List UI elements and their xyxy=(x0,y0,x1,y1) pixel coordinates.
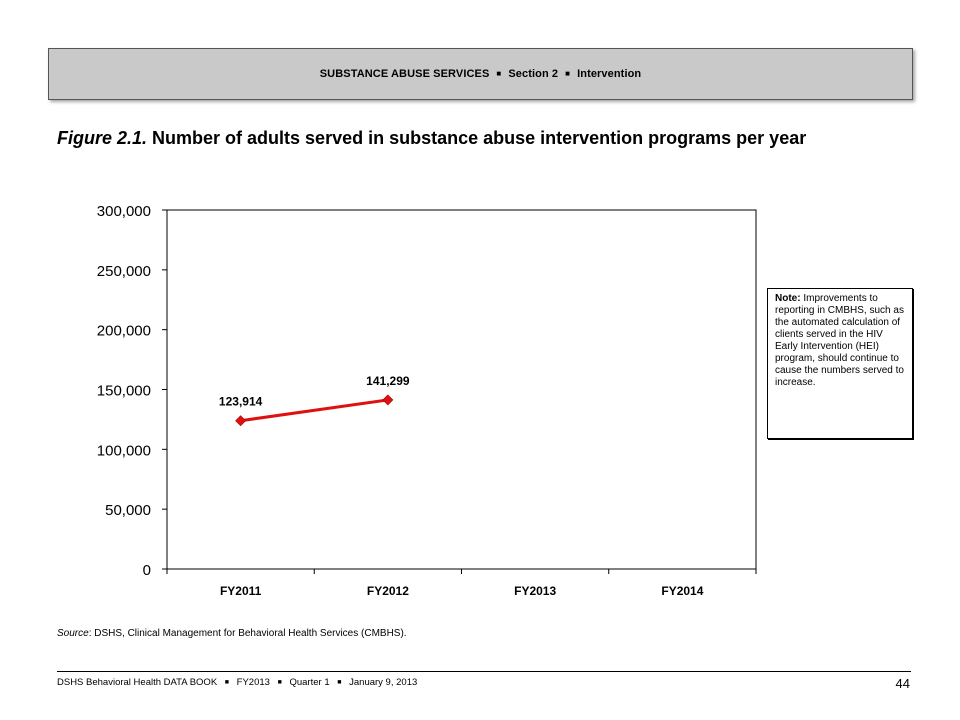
figure-label: Figure 2.1. xyxy=(57,128,148,148)
footer-separator-3: ■ xyxy=(337,679,342,686)
series-line xyxy=(241,400,388,421)
note-label: Note: xyxy=(775,293,801,304)
figure-title-text: Number of adults served in substance abuse intervention programs per year xyxy=(147,128,807,148)
header-separator-1: ■ xyxy=(496,68,502,78)
x-tick-label: FY2013 xyxy=(514,584,557,598)
header-section-number: Section 2 xyxy=(508,68,559,80)
y-tick-label: 0 xyxy=(142,562,151,579)
footer-separator-1: ■ xyxy=(224,679,230,686)
y-tick-label: 200,000 xyxy=(96,322,151,340)
y-tick-label: 50,000 xyxy=(105,502,151,520)
header-subsection: Intervention xyxy=(577,68,642,80)
x-tick-label: FY2012 xyxy=(366,584,409,598)
footer-quarter: Quarter 1 xyxy=(289,677,330,688)
footer-fiscal-year: FY2013 xyxy=(236,677,270,688)
x-tick-label: FY2011 xyxy=(219,584,262,598)
source-citation xyxy=(57,628,407,639)
y-tick-label: 150,000 xyxy=(96,382,151,400)
note-box xyxy=(767,288,913,439)
footer-date: January 9, 2013 xyxy=(349,677,418,688)
footer-separator-2: ■ xyxy=(277,679,282,686)
data-point-marker xyxy=(236,416,246,426)
footer-divider xyxy=(57,671,911,672)
data-label: 141,299 xyxy=(366,373,410,388)
source-label: Source xyxy=(57,628,89,639)
footer-book-title: DSHS Behavioral Health DATA BOOK xyxy=(57,677,218,688)
y-tick-label: 300,000 xyxy=(96,203,151,220)
y-tick-label: 100,000 xyxy=(96,442,151,460)
header-separator-2: ■ xyxy=(565,68,571,78)
plot-area-frame xyxy=(167,210,756,569)
note-text: Improvements to reporting in CMBHS, such as the automated calculation of clients served in the HIV Early Intervention (HEI) program, should continue to cause the numbers served to increase. xyxy=(775,293,904,388)
header-section-name: SUBSTANCE ABUSE SERVICES xyxy=(319,68,490,80)
data-point-marker xyxy=(383,395,393,405)
y-tick-label: 250,000 xyxy=(96,262,151,280)
page-number: 44 xyxy=(895,676,910,691)
footer xyxy=(57,677,417,688)
x-tick-label: FY2014 xyxy=(661,584,704,598)
data-label: 123,914 xyxy=(218,394,263,409)
source-text: : DSHS, Clinical Management for Behavioral Health Services (CMBHS). xyxy=(88,628,407,639)
